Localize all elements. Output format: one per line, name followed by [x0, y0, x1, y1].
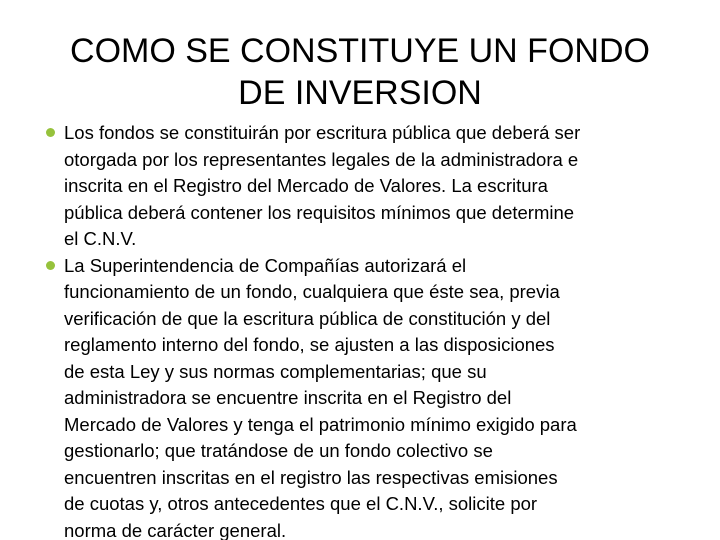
- bullet-2-line: norma de carácter general.: [64, 519, 287, 540]
- bullet-dot-icon: [46, 261, 55, 270]
- bullet-1-line: inscrita en el Registro del Mercado de Valores. La escritura: [64, 175, 548, 196]
- slide-title-line-1: COMO SE CONSTITUYE UN FONDO: [70, 32, 650, 70]
- bullet-2-line: Mercado de Valores y tenga el patrimonio mínimo exigido para: [64, 413, 577, 435]
- bullet-1-line: Los fondos se constituirán por escritura pública que deberá ser: [64, 122, 581, 143]
- slide-title-line-2: DE INVERSION: [238, 74, 482, 112]
- bullet-2-line: funcionamiento de un fondo, cualquiera que éste sea, previa: [64, 281, 560, 302]
- bullet-2-line: encuentren inscritas en el registro las respectivas emisiones: [64, 466, 558, 488]
- bullet-2-line: de esta Ley y sus normas complementarias; que su: [64, 360, 487, 382]
- bullet-1-line: otorgada por los representantes legales de la administradora e: [64, 148, 579, 170]
- bullet-item-2: [0, 253, 720, 540]
- bullet-dot-icon: [46, 128, 55, 137]
- bullet-1-line: pública deberá contener los requisitos mínimos que determine: [64, 201, 575, 223]
- bullet-list: [0, 120, 720, 540]
- bullet-2-line: reglamento interno del fondo, se ajusten a las disposiciones: [64, 334, 555, 355]
- bullet-item-1: [0, 120, 720, 253]
- bullet-2-line: de cuotas y, otros antecedentes que el C.N.V., solicite por: [64, 493, 538, 514]
- bullet-2-line: administradora se encuentre inscrita en el Registro del: [64, 387, 512, 408]
- slide-title: [30, 30, 690, 114]
- bullet-1-line: el C.N.V.: [64, 228, 137, 249]
- bullet-text-2: [64, 253, 720, 540]
- bullet-2-line: gestionarlo; que tratándose de un fondo colectivo se: [64, 440, 493, 461]
- bullet-2-line: verificación de que la escritura pública de constitución y del: [64, 307, 551, 329]
- bullet-text-1: [64, 120, 720, 253]
- bullet-2-line: La Superintendencia de Compañías autorizará el: [64, 254, 467, 276]
